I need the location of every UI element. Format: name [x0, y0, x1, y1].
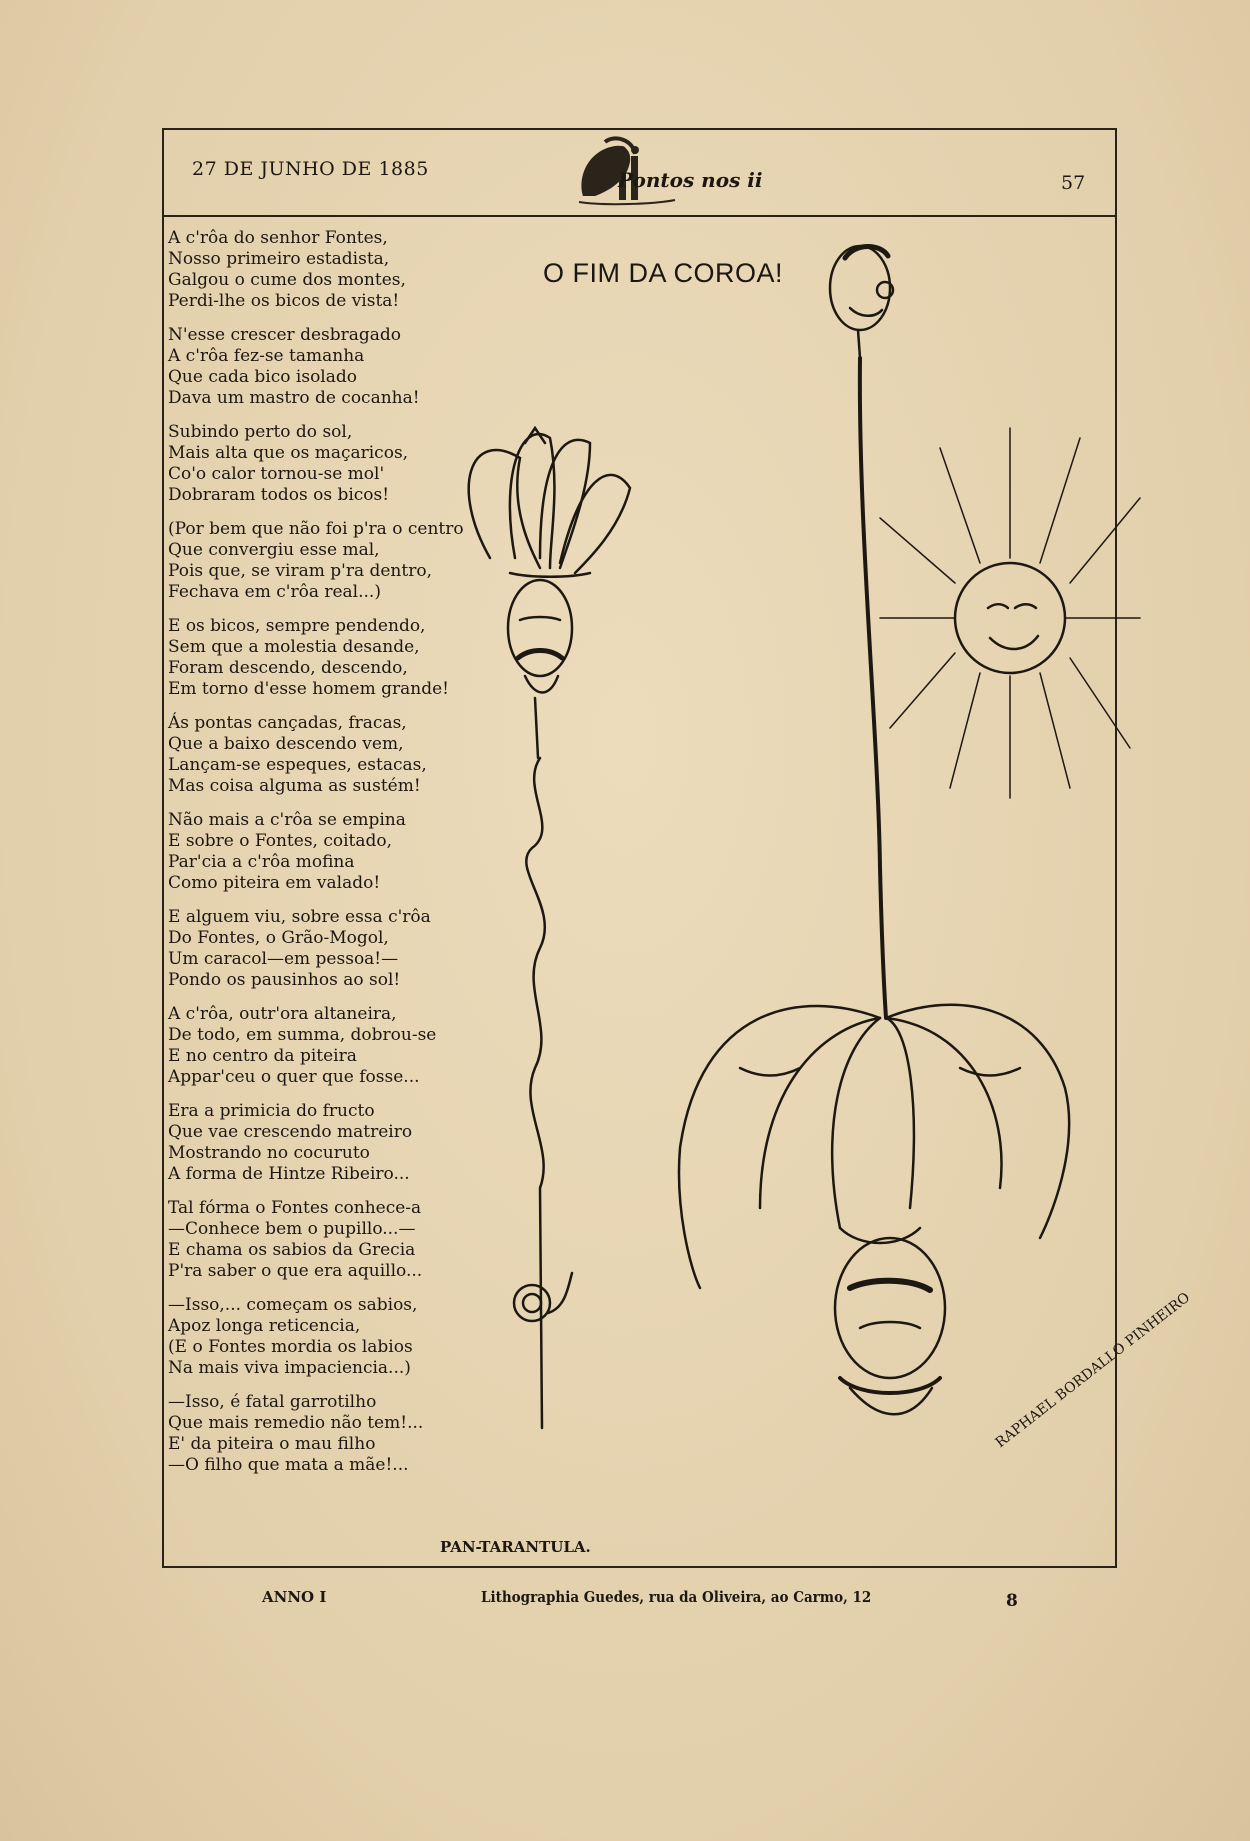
- poem-line: Não mais a c'rôa se empina: [168, 810, 406, 830]
- poem-line: N'esse crescer desbragado: [168, 325, 402, 345]
- poem-line: Tal fórma o Fontes conhece-a: [168, 1198, 422, 1218]
- poem-line: Que mais remedio não tem!...: [168, 1413, 424, 1433]
- poem-line: Subindo perto do sol,: [168, 422, 353, 442]
- poem-line: A c'rôa, outr'ora altaneira,: [168, 1004, 397, 1024]
- masthead-title: Pontos nos ii: [618, 168, 763, 192]
- poem-line: A c'rôa do senhor Fontes,: [168, 228, 388, 248]
- poem-line: Que vae crescendo matreiro: [168, 1122, 413, 1142]
- poem-line: Pois que, se viram p'ra dentro,: [168, 561, 432, 581]
- poem-line: Como piteira em valado!: [168, 873, 381, 893]
- tall-neck-pole: [860, 358, 886, 1018]
- poem-line: Um caracol—em pessoa!—: [168, 949, 399, 969]
- poem-line: Mas coisa alguma as sustém!: [168, 776, 421, 796]
- poem-line: Lançam-se espeques, estacas,: [168, 755, 427, 775]
- poem-line: —Isso, é fatal garrotilho: [168, 1392, 377, 1412]
- poem-line: Que a baixo descendo vem,: [168, 734, 404, 754]
- poem-line: A forma de Hintze Ribeiro...: [168, 1164, 410, 1184]
- big-crown: [679, 1005, 1069, 1288]
- small-crown: [469, 428, 630, 577]
- poem-line: Foram descendo, descendo,: [168, 658, 408, 678]
- sun-icon: [880, 428, 1140, 798]
- poem-line: —Conhece bem o pupillo...—: [168, 1219, 416, 1239]
- poem-line: Co'o calor tornou-se mol': [168, 464, 385, 484]
- poem-line: Par'cia a c'rôa mofina: [168, 852, 355, 872]
- poem-line: Fechava em c'rôa real...): [168, 582, 381, 602]
- poem-line: Na mais viva impaciencia...): [168, 1358, 411, 1378]
- poem-line: De todo, em summa, dobrou-se: [168, 1025, 437, 1045]
- poem-line: (Por bem que não foi p'ra o centro: [168, 519, 464, 539]
- poem-line: Era a primicia do fructo: [168, 1101, 375, 1121]
- poem-line: —O filho que mata a mãe!...: [168, 1455, 409, 1475]
- poem-line: Ás pontas cançadas, fracas,: [168, 713, 407, 733]
- inverted-head: [835, 1238, 945, 1414]
- poem-line: —Isso,... começam os sabios,: [168, 1295, 418, 1315]
- poem-line: E' da piteira o mau filho: [168, 1434, 376, 1454]
- footer-anno: ANNO I: [262, 1588, 327, 1606]
- footer-sheet-number: 8: [1006, 1591, 1018, 1611]
- illustration-title: O FIM DA COROA!: [543, 258, 784, 288]
- poem-line: Pondo os pausinhos ao sol!: [168, 970, 401, 990]
- poem-line: Apoz longa reticencia,: [168, 1316, 361, 1336]
- poem-line: E os bicos, sempre pendendo,: [168, 616, 426, 636]
- poem-line: (E o Fontes mordia os labios: [168, 1337, 413, 1357]
- poem-line: Dobraram todos os bicos!: [168, 485, 390, 505]
- artist-signature: RAPHAEL BORDALLO PINHEIRO: [992, 1289, 1194, 1452]
- poem-line: Que cada bico isolado: [168, 367, 357, 387]
- issue-date: 27 DE JUNHO DE 1885: [192, 158, 429, 180]
- poem-line: Do Fontes, o Grão-Mogol,: [168, 928, 389, 948]
- snail-icon: [514, 1273, 572, 1321]
- poem-line: E no centro da piteira: [168, 1046, 357, 1066]
- poem-line: E alguem viu, sobre essa c'rôa: [168, 907, 431, 927]
- poem-line: Em torno d'esse homem grande!: [168, 679, 449, 699]
- poem-line: Mais alta que os maçaricos,: [168, 443, 409, 463]
- poem-line: Que convergiu esse mal,: [168, 540, 380, 560]
- poem-line: Perdi-lhe os bicos de vista!: [168, 291, 400, 311]
- poem-line: Galgou o cume dos montes,: [168, 270, 406, 290]
- poem-line: Mostrando no cocuruto: [168, 1143, 370, 1163]
- poem-line: Dava um mastro de cocanha!: [168, 388, 420, 408]
- poem-line: P'ra saber o que era aquillo...: [168, 1261, 423, 1281]
- footer-lithographer: Lithographia Guedes, rua da Oliveira, ao Carmo, 12: [481, 1588, 872, 1606]
- page-number: 57: [1061, 172, 1086, 194]
- poem-line: E chama os sabios da Grecia: [168, 1240, 416, 1260]
- poem-line: Nosso primeiro estadista,: [168, 249, 390, 269]
- poem-line: E sobre o Fontes, coitado,: [168, 831, 393, 851]
- poem-signature: PAN-TARANTULA.: [440, 1538, 591, 1556]
- header-rule: [162, 215, 1117, 217]
- poem-line: Sem que a molestia desande,: [168, 637, 420, 657]
- cartoon-illustration: [440, 228, 1194, 1538]
- poem-line: Appar'ceu o quer que fosse...: [168, 1067, 420, 1087]
- poem-line: A c'rôa fez-se tamanha: [168, 346, 365, 366]
- tall-head: [830, 246, 893, 358]
